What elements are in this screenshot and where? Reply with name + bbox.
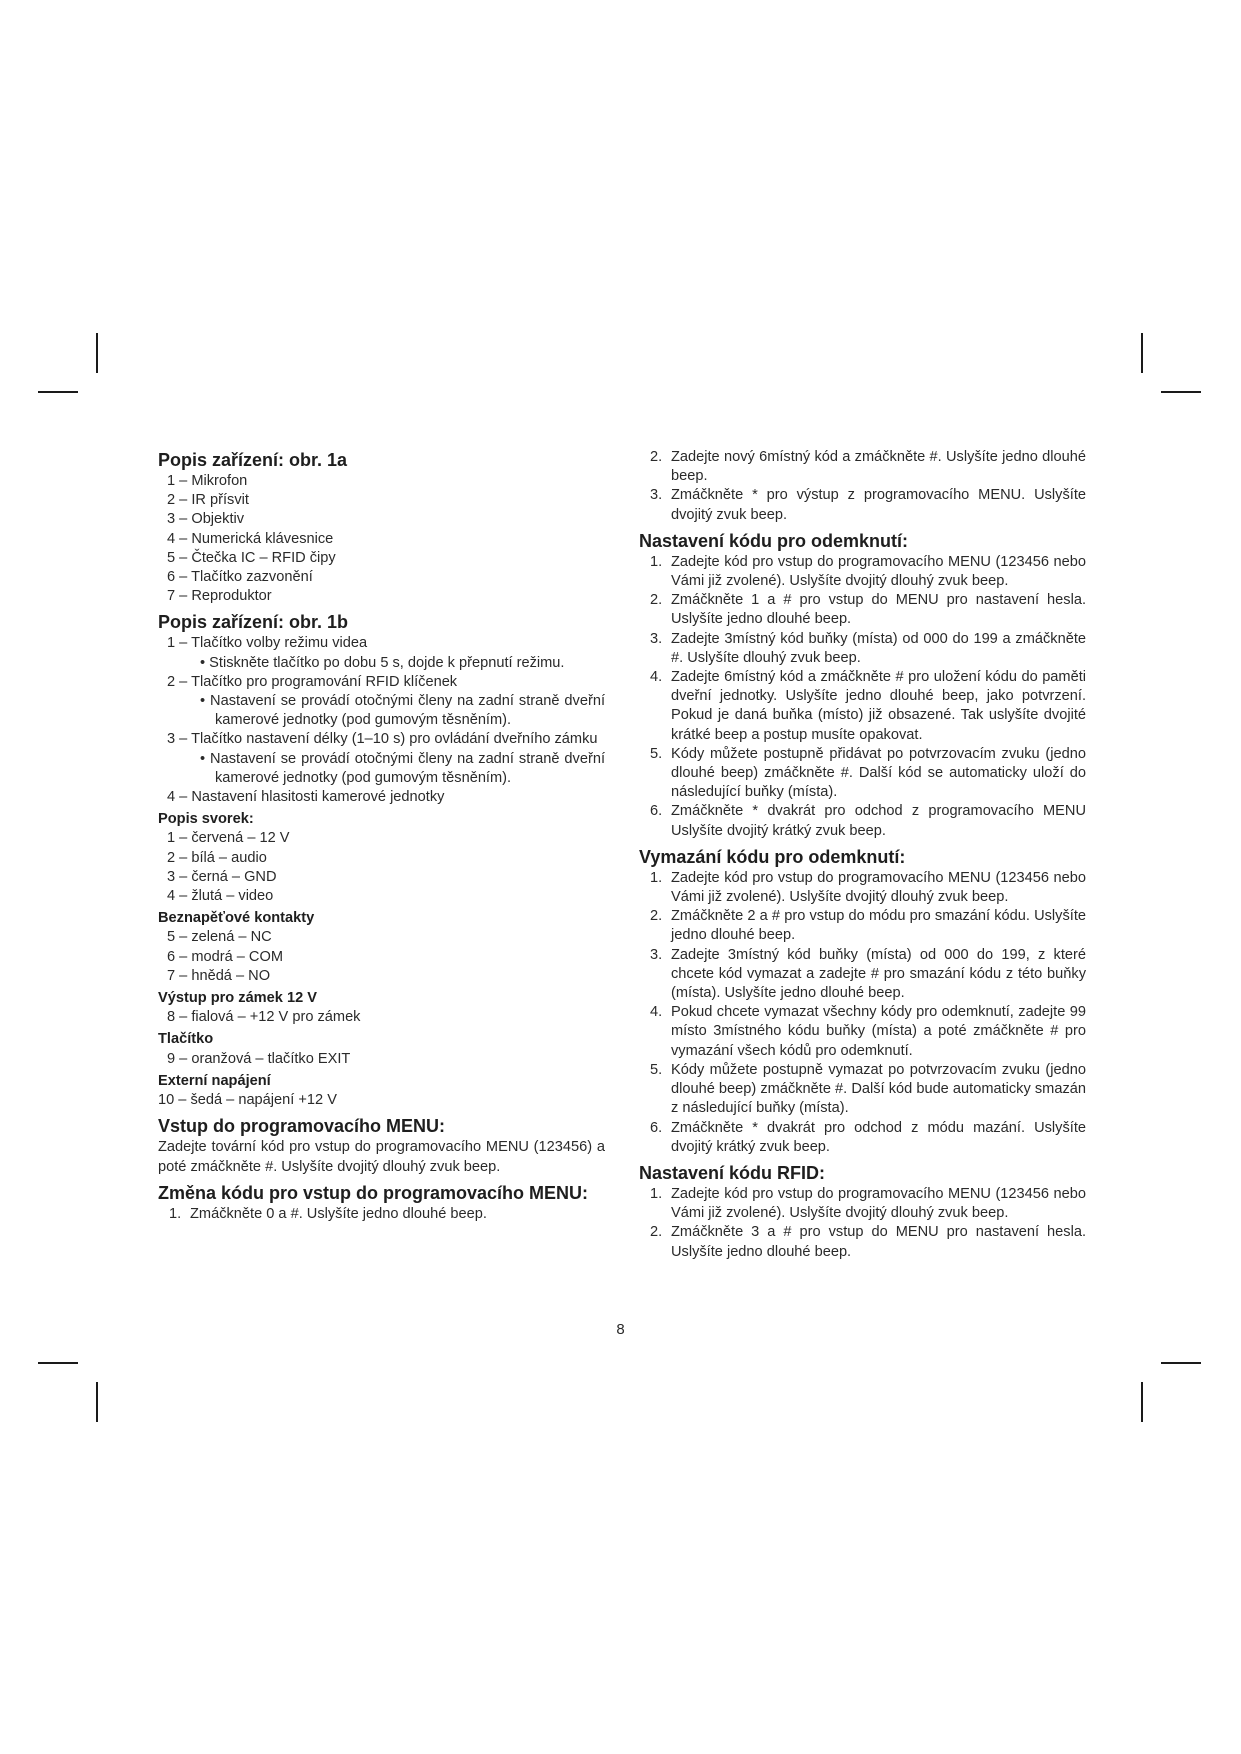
list-item: 2 – Tlačítko pro programování RFID klíčenek: [167, 673, 458, 690]
list-item: [639, 802, 1086, 840]
list-item: 7 – Reproduktor: [167, 588, 272, 605]
left-column: [158, 448, 605, 1224]
section-heading: Nastavení kódu RFID:: [639, 1162, 826, 1183]
numbered-list: [639, 448, 1086, 525]
list-text: Kódy můžete postupně vymazat po potvrzovacím zvuku (jedno dlouhé beep) zmáčkněte #. Další kód bude automaticky smazán z následující buňky (místa).: [671, 1061, 1086, 1117]
numbered-list: [639, 869, 1086, 1157]
list-item: 6 – Tlačítko zazvonění: [167, 569, 313, 586]
list-text: Zmáčkněte * dvakrát pro odchod z módu mazání. Uslyšíte dvojitý krátký zvuk beep.: [671, 1119, 1086, 1155]
section-heading: Nastavení kódu pro odemknutí:: [639, 530, 909, 551]
list-item: [639, 1061, 1086, 1119]
list-item: 5 – zelená – NC: [167, 929, 272, 946]
list-item: 1 – červená – 12 V: [167, 830, 290, 847]
list-item: 3 – černá – GND: [167, 868, 277, 885]
bullet-item: • Nastavení se provádí otočnými členy na zadní straně dveřní kamerové jednotky (pod gumovým těsněním).: [200, 750, 605, 786]
list-item: [639, 1119, 1086, 1157]
list-number: 6.: [650, 803, 663, 820]
bullet-item: • Stiskněte tlačítko po dobu 5 s, dojde k přepnutí režimu.: [200, 654, 565, 671]
crop-mark: [1161, 1362, 1201, 1364]
crop-mark: [38, 391, 78, 393]
section-heading: Popis zařízení: obr. 1b: [158, 612, 349, 633]
list-item: 8 – fialová – +12 V pro zámek: [167, 1009, 361, 1026]
bullet-item: • Nastavení se provádí otočnými členy na zadní straně dveřní kamerové jednotky (pod gumovým těsněním).: [200, 693, 605, 729]
list-item: [639, 448, 1086, 486]
list-item: [639, 745, 1086, 803]
list-text: Zadejte 3místný kód buňky (místa) od 000 do 199 a zmáčkněte #. Uslyšíte dlouhý zvuk beep.: [671, 630, 1086, 666]
list-item: 7 – hnědá – NO: [167, 967, 271, 984]
list-number: 2.: [650, 592, 663, 609]
numbered-list: [158, 1205, 605, 1224]
numbered-list: [639, 553, 1086, 841]
list-item: 4 – žlutá – video: [167, 888, 274, 905]
list-item: [158, 1205, 605, 1224]
list-item: [639, 630, 1086, 668]
section-heading: Vstup do programovacího MENU:: [158, 1116, 446, 1137]
list-item: 1 – Tlačítko volby režimu videa: [167, 635, 368, 652]
list-item: [639, 1003, 1086, 1061]
list-number: 6.: [650, 1119, 663, 1136]
list-item: [639, 907, 1086, 945]
list-number: 3.: [650, 630, 663, 647]
list-item: 4 – Nastavení hlasitosti kamerové jednotky: [167, 789, 445, 806]
list-item: [639, 486, 1086, 524]
list-text: Zadejte kód pro vstup do programovacího MENU (123456 nebo Vámi již zvolené). Uslyšíte dvojitý dlouhý zvuk beep.: [671, 1185, 1086, 1222]
list-item: [639, 1185, 1086, 1223]
list-number: 2.: [650, 449, 663, 465]
right-column: [639, 448, 1086, 1262]
section-heading: Vymazání kódu pro odemknutí:: [639, 846, 906, 867]
list-item: 6 – modrá – COM: [167, 948, 283, 965]
list-text: Pokud chcete vymazat všechny kódy pro odemknutí, zadejte 99 místo 3místného kódu buňky (místa) a poté zmáčkněte # pro vymazání všech kódů pro odemknutí.: [671, 1004, 1086, 1059]
list-text: Zmáčkněte * pro výstup z programovacího MENU. Uslyšíte dvojitý zvuk beep.: [671, 487, 1086, 523]
subsection-heading: Výstup pro zámek 12 V: [158, 990, 317, 1007]
list-item: 3 – Tlačítko nastavení délky (1–10 s) pro ovládání dveřního zámku: [167, 731, 598, 748]
list-number: 2.: [650, 908, 663, 925]
section-heading: Změna kódu pro vstup do programovacího MENU:: [158, 1182, 589, 1203]
page-number: 8: [616, 1321, 625, 1338]
numbered-list: [639, 1185, 1086, 1262]
list-number: 3.: [650, 946, 663, 963]
list-item: [639, 668, 1086, 745]
list-item: 9 – oranžová – tlačítko EXIT: [167, 1050, 351, 1067]
list-item: 4 – Numerická klávesnice: [167, 530, 334, 547]
list-text: Zadejte nový 6místný kód a zmáčkněte #. Uslyšíte jedno dlouhé beep.: [671, 449, 1086, 485]
list-number: 1.: [650, 869, 663, 886]
list-text: Zmáčkněte 2 a # pro vstup do módu pro smazání kódu. Uslyšíte jedno dlouhé beep.: [671, 908, 1086, 944]
paragraph: Zadejte tovární kód pro vstup do programovacího MENU (123456) a poté zmáčkněte #. Uslyšíte dvojitý dlouhý zvuk beep.: [158, 1139, 605, 1175]
crop-mark: [1141, 333, 1143, 373]
crop-mark: [1141, 1382, 1143, 1422]
subsection-heading: Beznapěťové kontakty: [158, 910, 315, 927]
subsection-heading: Popis svorek:: [158, 811, 254, 828]
list-number: 1.: [169, 1205, 182, 1222]
list-item: 2 – bílá – audio: [167, 849, 267, 866]
crop-mark: [38, 1362, 78, 1364]
list-number: 1.: [650, 553, 663, 570]
list-number: 5.: [650, 1061, 663, 1078]
list-number: 4.: [650, 669, 663, 686]
list-item: [639, 1223, 1086, 1261]
subsection-heading: Externí napájení: [158, 1072, 271, 1089]
list-text: Zmáčkněte 1 a # pro vstup do MENU pro nastavení hesla. Uslyšíte jedno dlouhé beep.: [671, 592, 1086, 628]
list-text: Zadejte kód pro vstup do programovacího MENU (123456 nebo Vámi již zvolené). Uslyšíte dvojitý dlouhý zvuk beep.: [671, 553, 1086, 590]
list-number: 5.: [650, 745, 663, 762]
list-number: 4.: [650, 1004, 663, 1021]
list-item: 3 – Objektiv: [167, 511, 245, 528]
list-text: Zadejte 6místný kód a zmáčkněte # pro uložení kódu do paměti dveřní jednotky. Uslyšíte jedno dlouhé beep, jako potvrzení. Pokud je daná buňka (místo) již obsazené. Tak uslyšíte dvojité krátké beep a postup musíte opakovat.: [671, 669, 1086, 743]
list-text: Zadejte kód pro vstup do programovacího MENU (123456 nebo Vámi již zvolené). Uslyšíte dvojitý dlouhý zvuk beep.: [671, 869, 1086, 906]
crop-mark: [1161, 391, 1201, 393]
list-text: Zmáčkněte * dvakrát pro odchod z programovacího MENU Uslyšíte dvojitý krátký zvuk beep.: [671, 803, 1086, 839]
crop-mark: [96, 1382, 98, 1422]
list-number: 3.: [650, 487, 663, 504]
list-number: 2.: [650, 1224, 663, 1241]
list-item: 10 – šedá – napájení +12 V: [158, 1092, 337, 1109]
list-item: [639, 946, 1086, 1004]
list-text: Zmáčkněte 3 a # pro vstup do MENU pro nastavení hesla. Uslyšíte jedno dlouhé beep.: [671, 1224, 1086, 1260]
list-text: Zmáčkněte 0 a #. Uslyšíte jedno dlouhé beep.: [190, 1205, 487, 1222]
list-item: [639, 553, 1086, 591]
list-item: 5 – Čtečka IC – RFID čipy: [167, 549, 336, 566]
list-text: Zadejte 3místný kód buňky (místa) od 000 do 199, z které chcete kód vymazat a zadejte # pro smazání kódu z této buňky (místa). Uslyšíte jedno dlouhé beep.: [671, 946, 1086, 1002]
list-item: [639, 869, 1086, 907]
crop-mark: [96, 333, 98, 373]
list-item: 1 – Mikrofon: [167, 473, 248, 489]
list-item: 2 – IR přísvit: [167, 492, 249, 509]
list-item: [639, 591, 1086, 629]
subsection-heading: Tlačítko: [158, 1031, 214, 1048]
section-heading: Popis zařízení: obr. 1a: [158, 450, 348, 470]
list-text: Kódy můžete postupně přidávat po potvrzovacím zvuku (jedno dlouhé beep) zmáčkněte #. Další kód se automaticky uloží do následující buňky (místa).: [671, 745, 1086, 801]
list-number: 1.: [650, 1185, 663, 1202]
